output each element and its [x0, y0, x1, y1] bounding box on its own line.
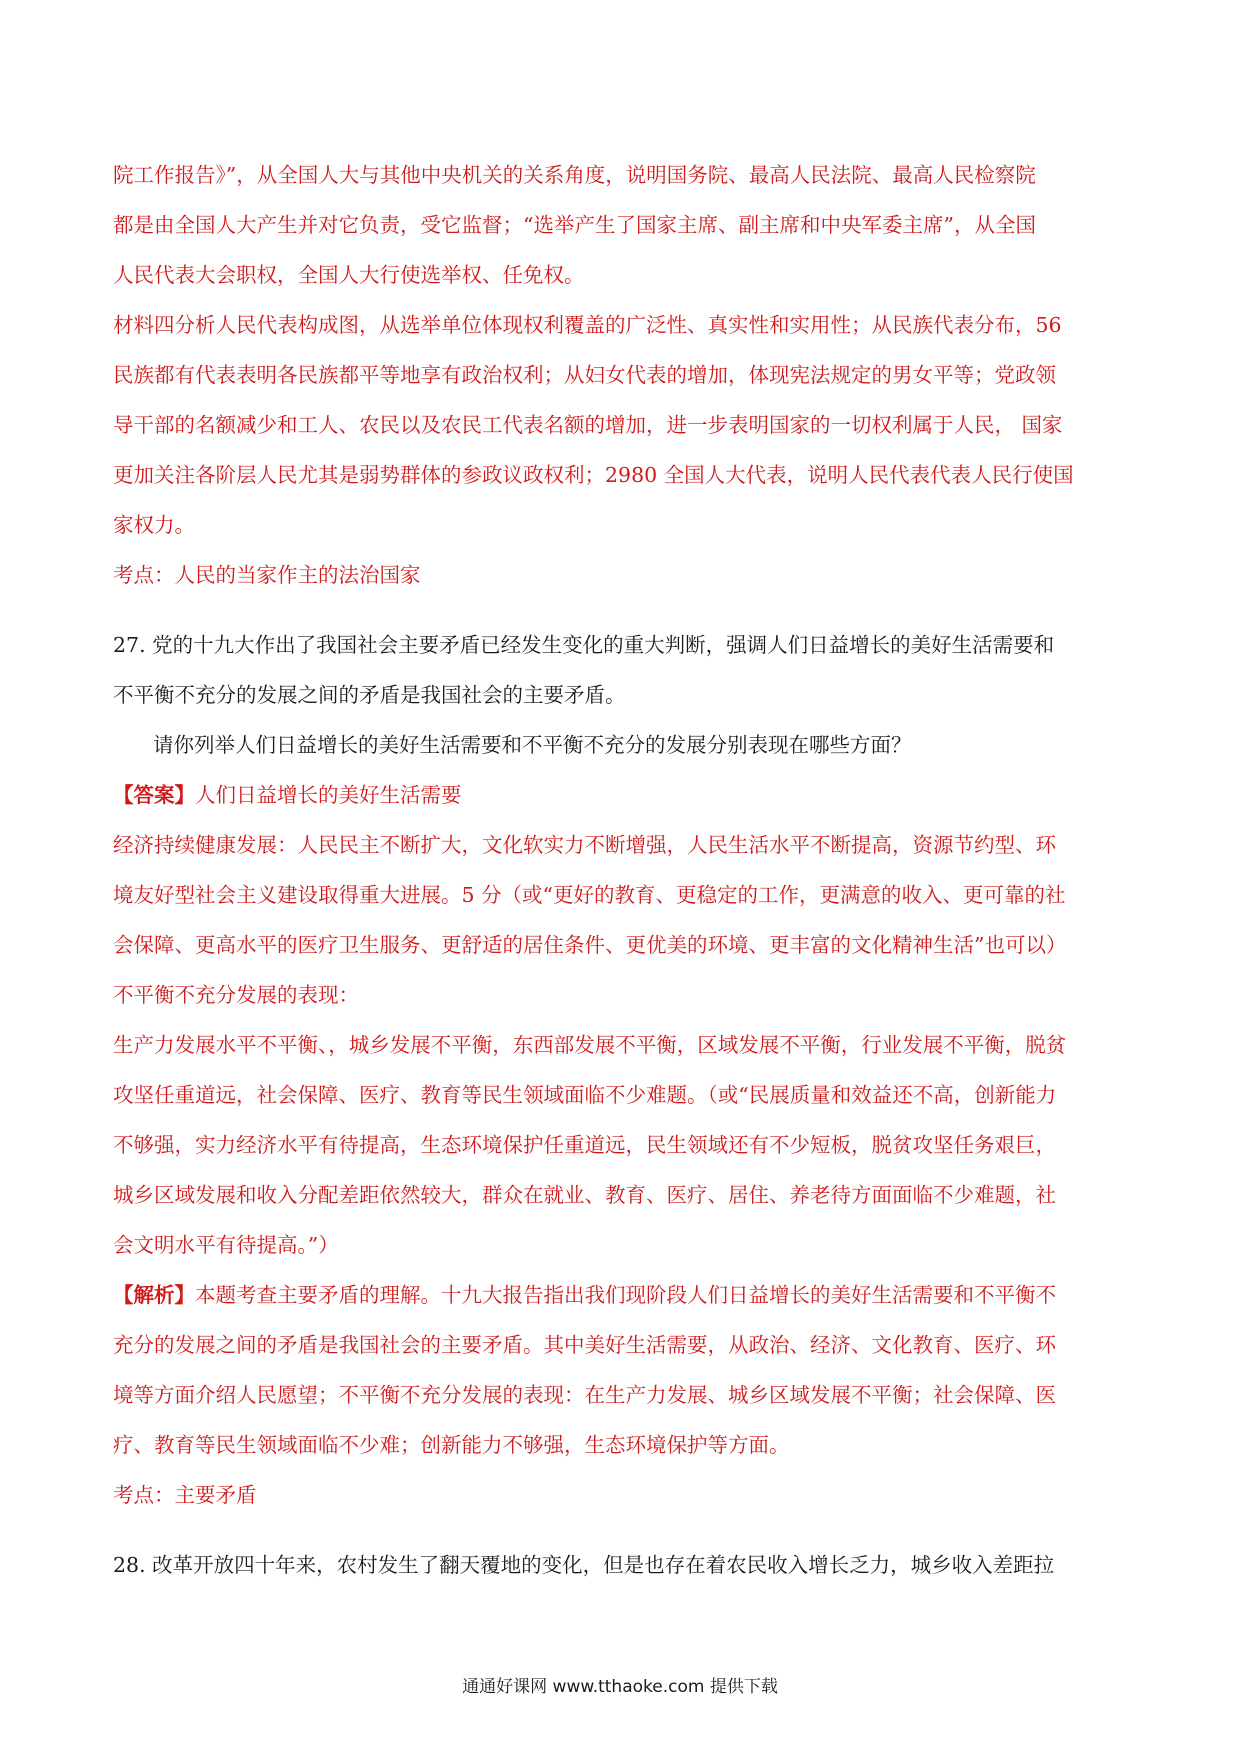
answer-tag: 【答案】 [113, 783, 195, 807]
answer-line: 境友好型社会主义建设取得重大进展。5 分（或“更好的教育、更稳定的工作，更满意的收入、更可靠的社 [113, 883, 1066, 907]
answer-line: 不够强，实力经济水平有待提高，生态环境保护任重道远，民生领域还有不少短板，脱贫攻坚任务艰巨， [113, 1133, 1056, 1157]
answer-line: 攻坚任重道远，社会保障、医疗、教育等民生领域面临不少难题。（或“民展质量和效益还不高，创新能力 [113, 1083, 1057, 1107]
kaodian-label: 考点：主要矛盾 [113, 1483, 257, 1507]
paragraph-line: 院工作报告》”，从全国人大与其他中央机关的关系角度，说明国务院、最高人民法院、最高人民检察院 [113, 163, 1036, 187]
paragraph-line: 材料四分析人民代表构成图，从选举单位体现权利覆盖的广泛性、真实性和实用性；从民族代表分布，56 [113, 313, 1062, 337]
paragraph-line: 人民代表大会职权，全国人大行使选举权、任免权。 [113, 263, 585, 287]
answer-title: 人们日益增长的美好生活需要 [195, 783, 462, 807]
analysis-line: 疗、教育等民生领域面临不少难；创新能力不够强，生态环境保护等方面。 [113, 1433, 790, 1457]
answer-line: 不平衡不充分发展的表现： [113, 983, 359, 1007]
analysis-line: 充分的发展之间的矛盾是我国社会的主要矛盾。其中美好生活需要，从政治、经济、文化教育、医疗、环 [113, 1333, 1056, 1357]
answer-line: 城乡区域发展和收入分配差距依然较大，群众在就业、教育、医疗、居住、养老待方面面临不少难题，社 [113, 1183, 1056, 1207]
page-footer: 通通好课网 www.tthaoke.com 提供下载 [462, 1677, 778, 1697]
paragraph-line: 都是由全国人大产生并对它负责，受它监督；“选举产生了国家主席、副主席和中央军委主席”，从全国 [113, 213, 1036, 237]
spacer [113, 1520, 1135, 1540]
answer-heading [113, 770, 1135, 820]
question-27-prompt: 请你列举人们日益增长的美好生活需要和不平衡不充分的发展分别表现在哪些方面？ [153, 733, 912, 757]
answer-line: 经济持续健康发展：人民民主不断扩大，文化软实力不断增强，人民生活水平不断提高，资源节约型、环 [113, 833, 1056, 857]
question-27-stem: 27. 党的十九大作出了我国社会主要矛盾已经发生变化的重大判断，强调人们日益增长的美好生活需要和 [113, 633, 1055, 657]
paragraph-line: 民族都有代表表明各民族都平等地享有政治权利；从妇女代表的增加，体现宪法规定的男女平等；党政领 [113, 363, 1056, 387]
analysis-tag: 【解析】 [113, 1283, 195, 1307]
paragraph-line: 导干部的名额减少和工人、农民以及农民工代表名额的增加，进一步表明国家的一切权利属于人民， 国家 [113, 413, 1063, 437]
question-27-stem: 不平衡不充分的发展之间的矛盾是我国社会的主要矛盾。 [113, 683, 626, 707]
analysis-first-line: 本题考查主要矛盾的理解。十九大报告指出我们现阶段人们日益增长的美好生活需要和不平衡不 [195, 1283, 1056, 1307]
paragraph-line: 更加关注各阶层人民尤其是弱势群体的参政议政权利；2980 全国人大代表，说明人民代表代表人民行使国 [113, 463, 1074, 487]
kaodian-label: 考点：人民的当家作主的法治国家 [113, 563, 421, 587]
answer-line: 会保障、更高水平的医疗卫生服务、更舒适的居住条件、更优美的环境、更丰富的文化精神生活”也可以） [113, 933, 1067, 957]
paragraph-line: 家权力。 [113, 513, 195, 537]
document-body [113, 150, 1135, 1590]
answer-line: 生产力发展水平不平衡、，城乡发展不平衡，东西部发展不平衡，区域发展不平衡，行业发展不平衡，脱贫 [113, 1033, 1067, 1057]
spacer [113, 600, 1135, 620]
question-28-stem: 28. 改革开放四十年来，农村发生了翻天覆地的变化，但是也存在着农民收入增长乏力，城乡收入差距拉 [113, 1553, 1055, 1577]
answer-line: 会文明水平有待提高。”） [113, 1233, 339, 1257]
analysis-heading [113, 1270, 1135, 1320]
analysis-line: 境等方面介绍人民愿望；不平衡不充分发展的表现：在生产力发展、城乡区域发展不平衡；社会保障、医 [113, 1383, 1056, 1407]
